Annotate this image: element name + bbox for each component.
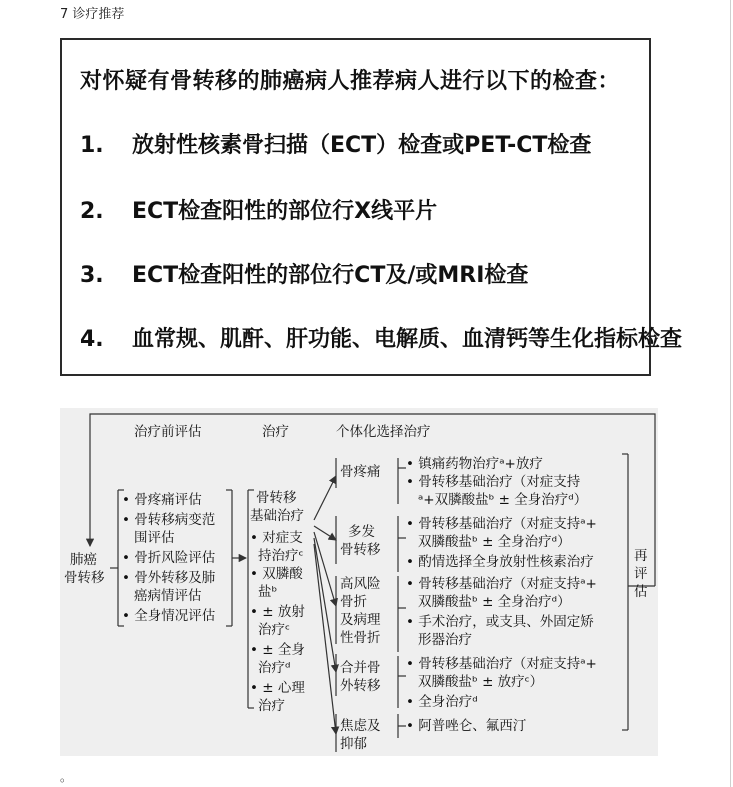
base-line: 治疗 xyxy=(258,698,285,714)
option-line: 双膦酸盐ᵇ ± 放疗ᶜ） xyxy=(418,674,544,690)
treatment-flowchart xyxy=(60,408,658,756)
category-fracture-line: 高风险 xyxy=(340,576,381,592)
category-anxiety-line: 抑郁 xyxy=(340,736,367,752)
pre-eval-item: • 骨转移病变范 xyxy=(122,512,216,528)
base-line: • ± 心理 xyxy=(250,680,305,696)
start-label-1: 肺癌 xyxy=(70,552,97,568)
pre-eval-item: • 骨疼痛评估 xyxy=(122,492,202,508)
category-bone-pain: 骨疼痛 xyxy=(340,464,381,480)
checklist-item: 3. ECT检查阳性的部位行CT及/或MRI检查 xyxy=(80,263,529,288)
checklist-item: 2. ECT检查阳性的部位行X线平片 xyxy=(80,199,438,224)
start-label-2: 骨转移 xyxy=(64,570,105,586)
option-line: 双膦酸盐ᵇ ± 全身治疗ᵈ） xyxy=(418,594,571,610)
reeval-char: 估 xyxy=(634,584,648,600)
option-line: • 阿普唑仑、氟西汀 xyxy=(406,718,527,734)
header-treatment: 治疗 xyxy=(262,424,289,440)
base-line: • 对症支 xyxy=(250,530,303,546)
option-line: ᵃ+双膦酸盐ᵇ ± 全身治疗ᵈ） xyxy=(418,492,588,508)
pre-eval-item: 围评估 xyxy=(134,530,175,546)
category-multiple-line: 多发 xyxy=(348,524,375,540)
pre-eval-item: 癌病情评估 xyxy=(134,588,202,604)
checklist-item: 1. 放射性核素骨扫描（ECT）检查或PET-CT检查 xyxy=(80,133,592,158)
base-line: 骨转移 xyxy=(256,490,297,506)
category-fracture-line: 性骨折 xyxy=(340,630,381,646)
reeval-char: 评 xyxy=(634,566,648,582)
pre-eval-item: • 全身情况评估 xyxy=(122,608,216,624)
option-line: • 酌情选择全身放射性核素治疗 xyxy=(406,554,594,570)
pre-eval-item: • 骨折风险评估 xyxy=(122,550,216,566)
base-line: • ± 全身 xyxy=(250,642,305,658)
base-line: 治疗ᵈ xyxy=(258,660,291,676)
base-line: • 双膦酸 xyxy=(250,566,303,582)
option-line: • 骨转移基础治疗（对症支持 xyxy=(406,474,581,490)
exam-checklist-box xyxy=(60,38,683,376)
category-fracture-line: 骨折 xyxy=(340,594,367,610)
category-extra-line: 外转移 xyxy=(340,678,381,694)
option-line: • 手术治疗，或支具、外固定矫 xyxy=(406,614,594,630)
option-line: • 镇痛药物治疗ᵃ+放疗 xyxy=(406,456,543,472)
base-line: • ± 放射 xyxy=(250,604,305,620)
base-line: 盐ᵇ xyxy=(258,584,278,600)
option-line: 双膦酸盐ᵇ ± 全身治疗ᵈ） xyxy=(418,534,571,550)
option-line: • 骨转移基础治疗（对症支持ᵃ+ xyxy=(406,576,597,592)
option-line: • 全身治疗ᵈ xyxy=(406,694,478,710)
category-extra-line: 合并骨 xyxy=(340,660,381,676)
category-fracture-line: 及病理 xyxy=(340,612,381,628)
category-multiple-line: 骨转移 xyxy=(340,542,381,558)
base-line: 持治疗ᶜ xyxy=(258,548,304,564)
base-line: 治疗ᶜ xyxy=(258,622,290,638)
base-line: 基础治疗 xyxy=(250,508,304,524)
header-individual: 个体化选择治疗 xyxy=(336,424,431,440)
section-heading: 7 诊疗推荐 xyxy=(60,7,125,22)
checklist-item: 4. 血常规、肌酐、肝功能、电解质、血清钙等生化指标检查 xyxy=(80,327,683,352)
reeval-char: 再 xyxy=(634,548,648,564)
end-mark: 。 xyxy=(60,770,73,784)
page-margin-line xyxy=(730,0,731,787)
option-line: • 骨转移基础治疗（对症支持ᵃ+ xyxy=(406,516,597,532)
header-pre-eval: 治疗前评估 xyxy=(134,424,202,440)
pre-eval-item: • 骨外转移及肺 xyxy=(122,570,216,586)
option-line: • 骨转移基础治疗（对症支持ᵃ+ xyxy=(406,656,597,672)
category-anxiety-line: 焦虑及 xyxy=(340,718,381,734)
option-line: 形器治疗 xyxy=(418,632,472,648)
checklist-title: 对怀疑有骨转移的肺癌病人推荐病人进行以下的检查： xyxy=(80,69,621,94)
